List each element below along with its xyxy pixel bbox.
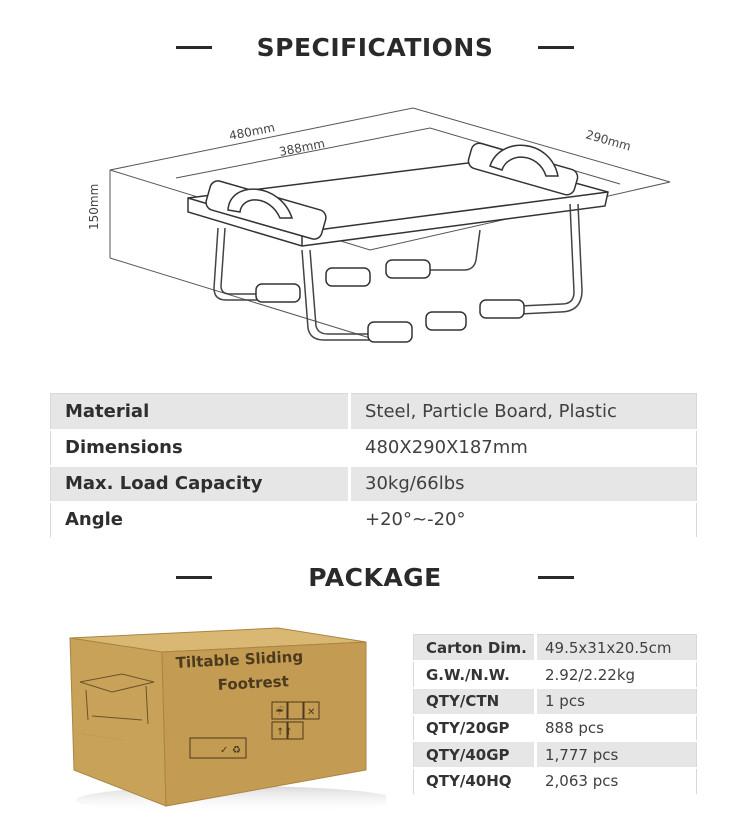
recycle-icon: ♻ <box>232 745 241 756</box>
svg-text:✕: ✕ <box>307 707 316 718</box>
svg-text:☔: ☔ <box>275 707 284 718</box>
table-row <box>414 715 697 742</box>
package-label: Carton Dim. <box>414 635 536 662</box>
spec-value: 480X290X187mm <box>350 430 697 466</box>
svg-text:↑↑: ↑↑ <box>276 727 293 738</box>
table-row <box>51 502 697 538</box>
carton-side <box>70 638 166 806</box>
package-label: QTY/20GP <box>414 715 536 742</box>
table-row <box>414 768 697 795</box>
title-dash-right <box>538 576 574 579</box>
length-label: 480mm <box>227 120 277 143</box>
table-row <box>51 394 697 430</box>
package-value: 2,063 pcs <box>536 768 697 795</box>
carton-product-name: Tiltable Sliding <box>175 647 304 672</box>
height-label: 150mm <box>87 183 101 230</box>
inner-length-label: 388mm <box>277 136 327 159</box>
roller <box>480 300 524 318</box>
roller <box>426 312 466 330</box>
package-label: G.W./N.W. <box>414 661 536 688</box>
package-title: PACKAGE <box>308 563 442 592</box>
package-value: 888 pcs <box>536 715 697 742</box>
table-row <box>414 688 697 715</box>
roller <box>256 284 300 302</box>
package-value: 49.5x31x20.5cm <box>536 635 697 662</box>
footrest-dimension-diagram <box>80 100 680 360</box>
table-row <box>414 661 697 688</box>
package-value: 2.92/2.22kg <box>536 661 697 688</box>
specifications-title: SPECIFICATIONS <box>256 33 494 62</box>
specifications-table <box>50 393 697 539</box>
package-value: 1 pcs <box>536 688 697 715</box>
roller <box>326 268 370 286</box>
roller <box>386 260 430 278</box>
carton-product-name-2: Footrest <box>217 672 290 694</box>
package-label: QTY/40GP <box>414 741 536 768</box>
table-row <box>414 741 697 768</box>
spec-value: +20°~-20° <box>350 502 697 538</box>
table-row <box>414 635 697 662</box>
spec-label: Material <box>51 394 350 430</box>
package-value: 1,777 pcs <box>536 741 697 768</box>
title-dash-right <box>538 46 574 49</box>
table-row <box>51 466 697 502</box>
spec-label: Dimensions <box>51 430 350 466</box>
table-row <box>51 430 697 466</box>
spec-value: Steel, Particle Board, Plastic <box>350 394 697 430</box>
spec-label: Max. Load Capacity <box>51 466 350 502</box>
depth-label: 290mm <box>584 127 633 154</box>
check-icon: ✓ <box>220 745 229 756</box>
package-label: QTY/40HQ <box>414 768 536 795</box>
package-table <box>413 634 697 796</box>
package-label: QTY/CTN <box>414 688 536 715</box>
carton-illustration <box>66 620 386 820</box>
roller <box>368 322 412 342</box>
spec-label: Angle <box>51 502 350 538</box>
svg-text:. . . . . . . . . . . . . . .: . . . . . . . . . . . . . . . . . <box>79 730 123 741</box>
spec-value: 30kg/66lbs <box>350 466 697 502</box>
